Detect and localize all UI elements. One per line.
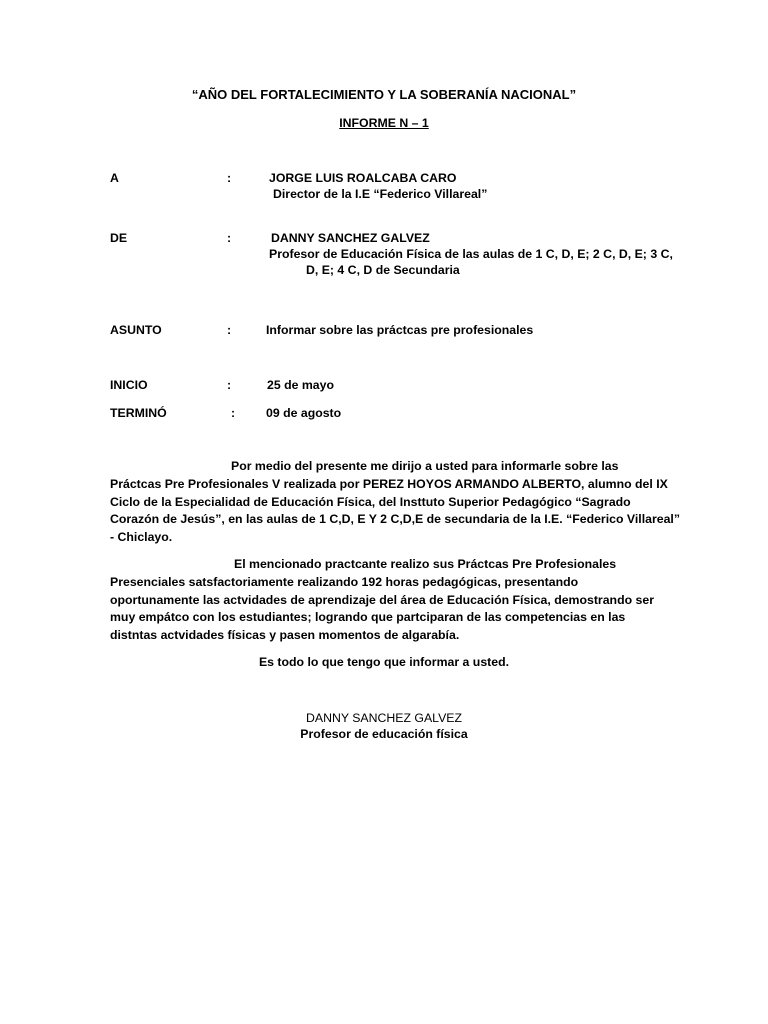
- field-termino-label: TERMINÓ: [110, 406, 167, 420]
- field-inicio-value: 25 de mayo: [267, 378, 334, 392]
- body-paragraph-1: [110, 458, 680, 547]
- field-asunto-label: ASUNTO: [110, 323, 162, 337]
- body-paragraph-2: [110, 556, 654, 645]
- field-a-role: Director de la I.E “Federico Villareal”: [273, 187, 488, 201]
- paragraph-1-line: Práctcas Pre Profesionales V realizada por PEREZ HOYOS ARMANDO ALBERTO, alumno del IX: [110, 476, 668, 491]
- field-de-role-line1: Profesor de Educación Física de las aulas de 1 C, D, E; 2 C, D, E; 3 C,: [269, 247, 673, 261]
- field-a-colon: :: [227, 171, 232, 185]
- field-termino-colon: :: [231, 406, 236, 420]
- field-a-name: JORGE LUIS ROALCABA CARO: [269, 171, 457, 185]
- field-asunto-value: Informar sobre las práctcas pre profesionales: [266, 323, 534, 337]
- field-de-label: DE: [110, 231, 128, 245]
- field-inicio-label: INICIO: [110, 378, 148, 392]
- paragraph-2-line: El mencionado practcante realizo sus Práctcas Pre Profesionales: [234, 557, 617, 571]
- field-de-role-line2: D, E; 4 C, D de Secundaria: [306, 263, 460, 277]
- informe-number: INFORME N – 1: [339, 116, 429, 130]
- paragraph-1-line: Corazón de Jesús”, en las aulas de 1 C,D, E Y 2 C,D,E de secundaria de la I.E. “Federico Villareal”: [110, 512, 680, 527]
- field-de-name: DANNY SANCHEZ GALVEZ: [271, 231, 430, 245]
- paragraph-1-line: Ciclo de la Especialidad de Educación Física, del Insttuto Superior Pedagógico “Sagrado: [110, 494, 631, 509]
- paragraph-2-line: muy empátco con los estudiantes; logrando que partciparan de las competencias en las: [110, 610, 626, 625]
- field-asunto-colon: :: [227, 323, 232, 337]
- paragraph-2-line: Presenciales satsfactoriamente realizando 192 horas pedagógicas, presentando: [110, 574, 579, 589]
- paragraph-2-line: oportunamente las actvidades de aprendizaje del área de Educación Física, demostrando ser: [110, 592, 654, 607]
- paragraph-1-line: - Chiclayo.: [110, 530, 173, 545]
- signature-role: Profesor de educación física: [300, 727, 468, 741]
- field-inicio-colon: :: [227, 378, 232, 392]
- field-termino-value: 09 de agosto: [266, 406, 342, 420]
- field-de-colon: :: [227, 231, 232, 245]
- paragraph-1-line: Por medio del presente me dirijo a usted para informarle sobre las: [231, 459, 619, 473]
- signature-name: DANNY SANCHEZ GALVEZ: [305, 711, 463, 725]
- field-a-label: A: [110, 171, 119, 185]
- closing-line: Es todo lo que tengo que informar a usted.: [258, 655, 510, 669]
- document-title: “AÑO DEL FORTALECIMIENTO Y LA SOBERANÍA NACIONAL”: [191, 87, 577, 102]
- paragraph-2-line: distntas actvidades físicas y pasen momentos de algarabía.: [110, 628, 460, 643]
